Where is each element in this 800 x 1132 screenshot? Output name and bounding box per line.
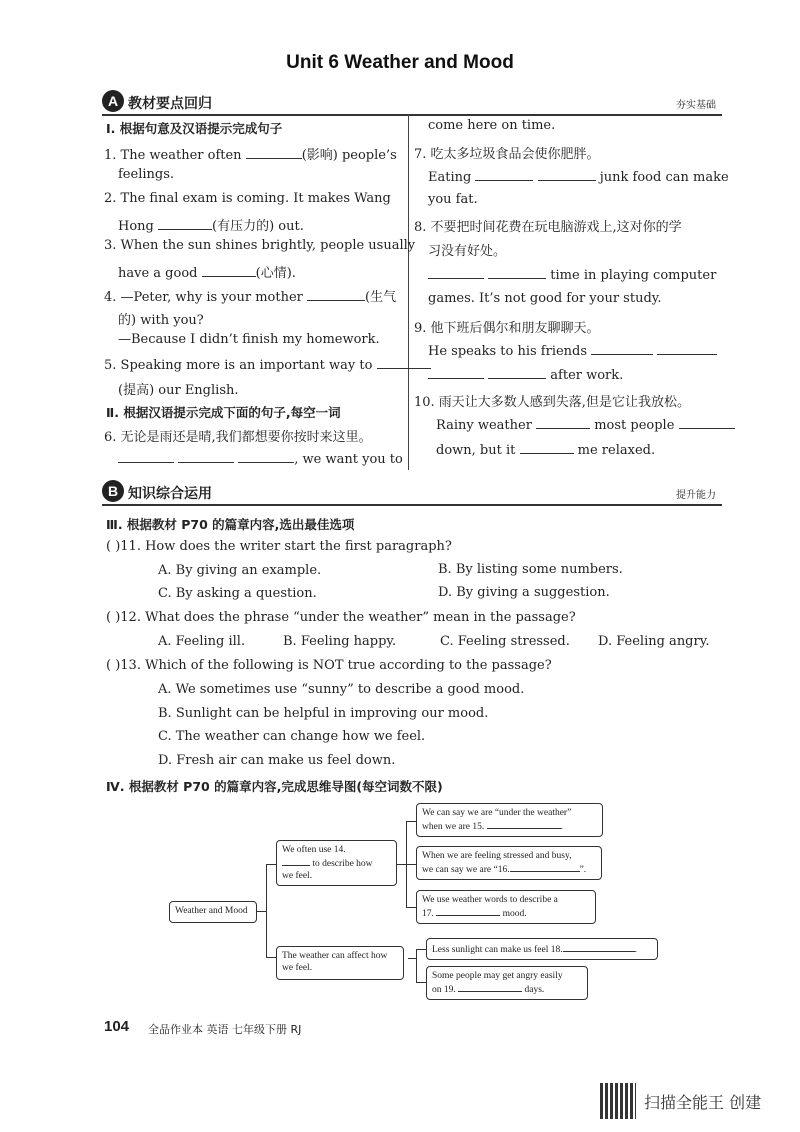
mindmap-leaf-16: When we are feeling stressed and busy, we can say we are “16. ”. [416, 846, 602, 880]
section-a-badge: A [102, 90, 124, 112]
connector [266, 957, 276, 958]
q13-option-a: A. We sometimes use “sunny” to describe a good mood. [158, 682, 525, 697]
q13-option-b: B. Sunlight can be helpful in improving our mood. [158, 706, 489, 721]
part-iv-heading: Ⅳ. 根据教材 P70 的篇章内容,完成思维导图(每空词数不限) [106, 779, 443, 794]
section-a-header [102, 92, 722, 116]
q5-line: 5. Speaking more is an important way to [104, 356, 431, 373]
q10-line2: Rainy weather most people [436, 416, 735, 433]
page-title: Unit 6 Weather and Mood [286, 52, 514, 73]
q6-line2: , we want you to [118, 450, 403, 467]
q12-option-b: B. Feeling happy. [283, 634, 397, 649]
connector [397, 864, 406, 865]
q13-option-c: C. The weather can change how we feel. [158, 729, 426, 744]
section-a-tag: 夯实基础 [676, 100, 716, 111]
qr-code-icon [600, 1083, 636, 1119]
q9-line3: after work. [428, 366, 623, 383]
q13-option-d: D. Fresh air can make us feel down. [158, 753, 396, 768]
q3-line: 3. When the sun shines brightly, people usually [104, 238, 416, 253]
q9-line2: He speaks to his friends [428, 342, 717, 359]
q5-line2: (提高) our English. [118, 383, 239, 398]
q1-line: 1. The weather often (影响) people’s [104, 148, 397, 163]
q11-option-a: A. By giving an example. [158, 563, 322, 578]
q11-stem: ( )11. How does the writer start the first paragraph? [106, 539, 452, 554]
q10-line3: down, but it me relaxed. [436, 443, 656, 458]
section-b-header [102, 482, 722, 506]
part-iii-heading: Ⅲ. 根据教材 P70 的篇章内容,选出最佳选项 [106, 517, 355, 532]
mindmap-branch-1: We often use 14. to describe how we feel. [276, 840, 397, 886]
q8-line2: 习没有好处。 [428, 244, 507, 259]
connector [406, 821, 416, 822]
q8-line: 8. 不要把时间花费在玩电脑游戏上,这对你的学 [414, 220, 682, 235]
q12-stem: ( )12. What does the phrase “under the weather” mean in the passage? [106, 610, 576, 625]
q4-line: 4. —Peter, why is your mother (生气 [104, 290, 397, 305]
footer-book-info: 全品作业本 英语 七年级下册 RJ [148, 1023, 302, 1036]
q2-line2: Hong (有压力的) out. [118, 219, 304, 234]
q6-end: come here on time. [428, 118, 556, 133]
connector [266, 864, 276, 865]
mindmap-leaf-17: We use weather words to describe a 17. mood. [416, 890, 596, 924]
mindmap-branch-2: The weather can affect how we feel. [276, 946, 404, 980]
q11-option-c: C. By asking a question. [158, 586, 317, 601]
q4-answer: —Because I didn’t finish my homework. [118, 332, 380, 347]
section-b-badge: B [102, 480, 124, 502]
connector [416, 949, 426, 950]
mindmap-leaf-15: We can say we are “under the weather” when we are 15. . [416, 803, 603, 837]
page-number: 104 [104, 1018, 130, 1035]
connector [406, 907, 416, 908]
q7-end: you fat. [428, 192, 478, 207]
section-b-tag: 提升能力 [676, 490, 716, 501]
q11-option-b: B. By listing some numbers. [438, 562, 623, 577]
section-a-name: 教材要点回归 [128, 96, 212, 112]
section-b-name: 知识综合运用 [128, 486, 212, 502]
q7-line: 7. 吃太多垃圾食品会使你肥胖。 [414, 147, 600, 162]
part-i-heading: Ⅰ. 根据句意及汉语提示完成句子 [106, 121, 283, 136]
connector [416, 982, 426, 983]
q3-line2: have a good (心情). [118, 266, 296, 281]
connector [416, 949, 417, 983]
q6-line: 6. 无论是雨还是晴,我们都想要你按时来这里。 [104, 430, 372, 445]
scanner-watermark: 扫描全能王 创建 [644, 1093, 762, 1112]
mindmap-leaf-19: Some people may get angry easily on 19. days. [426, 966, 588, 1000]
q12-option-d: D. Feeling angry. [598, 634, 710, 649]
part-ii-heading: Ⅱ. 根据汉语提示完成下面的句子,每空一词 [106, 405, 341, 420]
q13-stem: ( )13. Which of the following is NOT true according to the passage? [106, 658, 552, 673]
column-divider [408, 114, 409, 470]
connector [266, 864, 267, 958]
q1-end: feelings. [118, 167, 175, 182]
q7-line2: Eating junk food can make [428, 170, 729, 185]
q10-line: 10. 雨天让大多数人感到失落,但是它让我放松。 [414, 395, 690, 410]
q8-end: games. It’s not good for your study. [428, 291, 662, 306]
q11-option-d: D. By giving a suggestion. [438, 585, 610, 600]
q12-option-a: A. Feeling ill. [158, 634, 246, 649]
connector [406, 864, 416, 865]
q4-line2: 的) with you? [118, 313, 204, 328]
q2-line: 2. The final exam is coming. It makes Wang [104, 191, 391, 206]
q9-line: 9. 他下班后偶尔和朋友聊聊天。 [414, 321, 600, 336]
q12-option-c: C. Feeling stressed. [440, 634, 570, 649]
q8-line3: time in playing computer [428, 266, 716, 283]
mindmap-root: Weather and Mood [169, 901, 257, 923]
connector [408, 958, 416, 959]
mindmap-leaf-18: Less sunlight can make us feel 18. . [426, 938, 658, 960]
